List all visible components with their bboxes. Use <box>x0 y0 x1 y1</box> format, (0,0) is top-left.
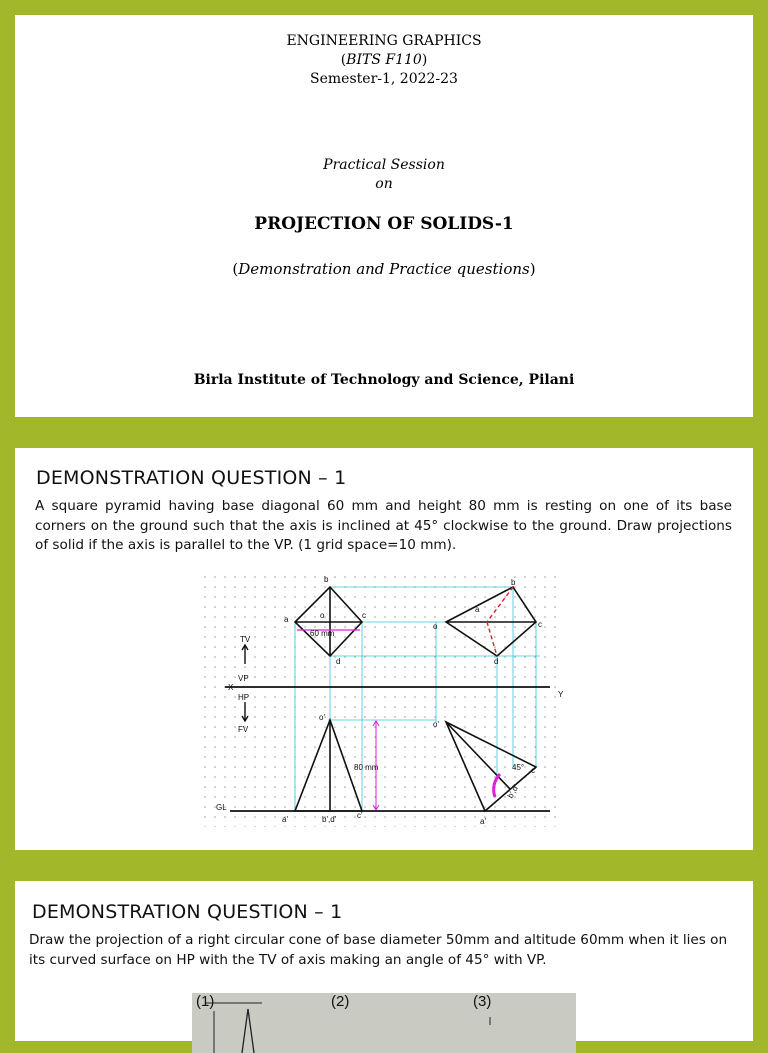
label-angle: 45° <box>512 763 525 772</box>
label-o2: o <box>433 622 438 631</box>
institute-name: Birla Institute of Technology and Science, Pilani <box>193 372 575 388</box>
cone-sketch-fragment <box>192 993 576 1053</box>
course-name: ENGINEERING GRAPHICS <box>286 33 482 49</box>
label-b2: b <box>511 578 516 587</box>
course-code: BITS F110 <box>346 52 422 68</box>
grid-dots <box>200 572 560 827</box>
label-c2-front: c' <box>531 766 537 775</box>
label-height: 80 mm <box>354 763 379 772</box>
label-gl: GL <box>216 803 227 812</box>
subtitle: (Demonstration and Practice questions) <box>232 260 536 278</box>
demo-question-slide <box>15 448 753 850</box>
label-d2: d <box>494 657 499 666</box>
label-c2: c <box>538 620 542 629</box>
label-diagonal: 60 mm <box>310 629 335 638</box>
question-text: A square pyramid having base diagonal 60 mm and height 80 mm is resting on one of its base corners on the ground such that the axis is inclined at 45° clockwise to the ground. Draw projections of solid if the axis is parallel to the VP. (1 grid space=10 mm). <box>35 498 732 553</box>
label-d-top: d <box>336 657 341 666</box>
question-text-2: Draw the projection of a right circular cone of base diameter 50mm and altitude 60mm when it lies on its curved surface on HP with the TV of axis making an angle of 45° with VP. <box>29 932 728 968</box>
label-a2-front: a' <box>480 817 486 826</box>
session-label <box>15 156 753 194</box>
course-code-line: (BITS F110) <box>340 52 428 68</box>
label-o2-front: o' <box>433 720 439 729</box>
step-1-label: (1) <box>196 993 215 1010</box>
label-a-front: a' <box>282 815 288 824</box>
label-x: X <box>228 683 234 692</box>
label-a-top: a <box>284 615 289 624</box>
label-a2: a <box>475 605 480 614</box>
cone-steps-photo <box>192 993 576 1053</box>
label-bd-front: b',d' <box>322 815 337 824</box>
question-heading-2: DEMONSTRATION QUESTION – 1 <box>32 901 343 923</box>
session-on: on <box>375 176 393 192</box>
label-hp: HP <box>238 693 250 702</box>
label-b-top: b <box>324 575 329 584</box>
label-y: Y <box>558 690 564 699</box>
label-o-top: o <box>320 611 325 620</box>
label-bd2-front: b',d' <box>505 783 521 800</box>
step-2-label: (2) <box>331 993 350 1010</box>
title-slide <box>15 15 753 417</box>
session-title: Practical Session <box>323 157 445 173</box>
subtitle-text: Demonstration and Practice questions <box>238 260 530 278</box>
topic-title: PROJECTION OF SOLIDS-1 <box>254 214 514 234</box>
course-header <box>15 32 753 89</box>
label-c-front: c' <box>357 811 363 820</box>
question-heading: DEMONSTRATION QUESTION – 1 <box>36 467 347 489</box>
label-vp: VP <box>238 674 249 683</box>
label-fv: FV <box>238 725 249 734</box>
demo-question-slide-2 <box>15 881 753 1041</box>
semester: Semester-1, 2022-23 <box>310 71 458 87</box>
label-c-top: c <box>362 611 366 620</box>
label-tv: TV <box>240 635 251 644</box>
step-3-label: (3) <box>473 993 492 1010</box>
pyramid-projection-figure <box>200 572 564 827</box>
label-o-front: o' <box>319 713 325 722</box>
